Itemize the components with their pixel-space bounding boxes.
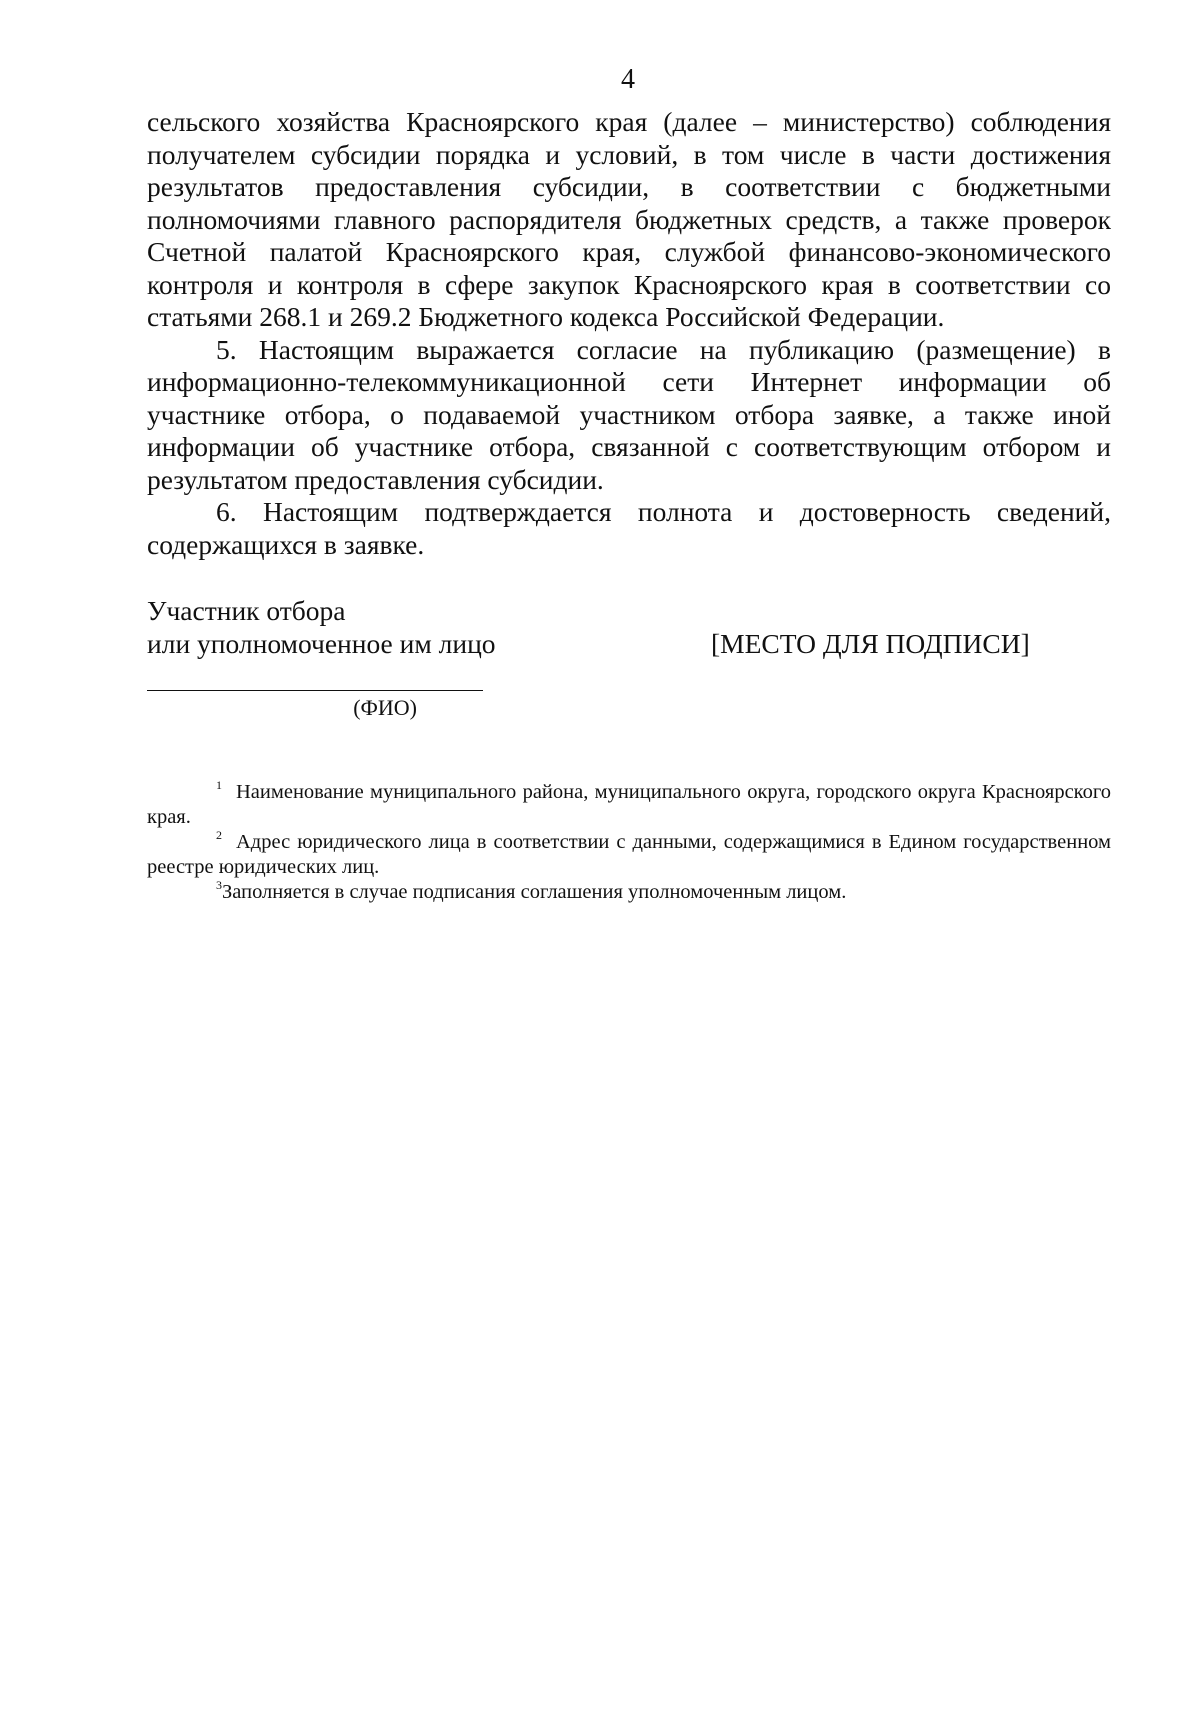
signer-role-line1: Участник отбора (147, 595, 346, 626)
footnote-mark-3: 3 (216, 878, 222, 892)
page-number: 4 (621, 64, 635, 95)
footnote-mark-2: 2 (216, 828, 222, 842)
fio-label: (ФИО) (353, 695, 417, 720)
footnote-1 (147, 780, 1111, 830)
signature-row (147, 628, 1111, 661)
signature-block (147, 595, 1111, 660)
footnote-3 (147, 880, 1111, 905)
footnote-text-2: Адрес юридического лица в соответствии с данными, содержащимися в Едином государственном реестре юридических лиц. (147, 831, 1111, 878)
paragraph-5: 5. Настоящим выражается согласие на публикацию (размещение) в информационно-телекоммуникационной сети Интернет информации об участнике отбора, о подаваемой участником отбора заявке, а также иной информации об участнике отбора, связанной с соответствующим отбором и результатом предоставления субсидии. (147, 333, 1111, 495)
signature-placeholder: [МЕСТО ДЛЯ ПОДПИСИ] (711, 627, 1030, 659)
paragraph-continuation: сельского хозяйства Красноярского края (далее – министерство) соблюдения получателем субсидии порядка и условий, в том числе в части достижения результатов предоставления субсидии, в соответствии с бюджетными полномочиями главного распорядителя бюджетных средств, а также проверок Счетной палатой Красноярского края, службой финансово-экономического контроля и контроля в сфере закупок Красноярского края в соответствии со статьями 268.1 и 269.2 Бюджетного кодекса Российской Федерации. (147, 106, 1111, 332)
fio-underline (147, 690, 483, 691)
footnote-text-3: Заполняется в случае подписания соглашения уполномоченным лицом. (222, 881, 847, 903)
footnote-2 (147, 830, 1111, 880)
document-body (147, 106, 1111, 561)
footnotes (147, 780, 1111, 905)
signer-role-line2: или уполномоченное им лицо (147, 627, 496, 659)
footnote-text-1: Наименование муниципального района, муниципального округа, городского округа Красноярского края. (147, 781, 1111, 828)
footnote-mark-1: 1 (216, 778, 222, 792)
paragraph-6: 6. Настоящим подтверждается полнота и достоверность сведений, содержащихся в заявке. (147, 496, 1111, 560)
